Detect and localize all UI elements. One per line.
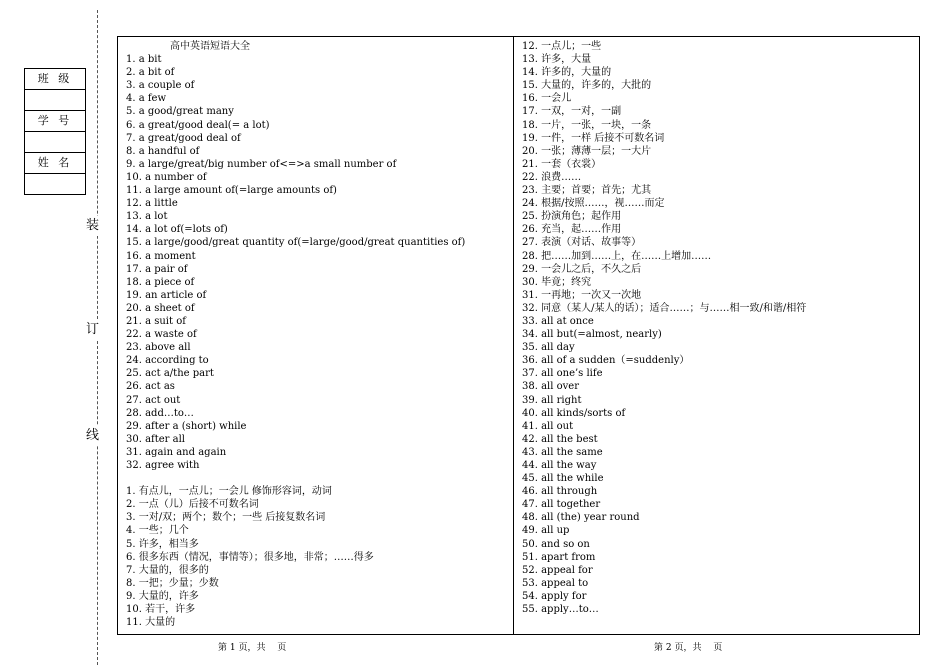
left-meaning-list [126,485,465,629]
name-field[interactable] [25,174,85,195]
phrase-entry: 26. act as [126,381,175,393]
page-footer-right: 第 2 页，共 页 [654,643,723,653]
meaning-entry: 22. 浪费…… [522,171,582,183]
phrase-entry: 3. a couple of [126,80,195,92]
phrase-entry: 55. apply…to… [522,604,599,616]
student-id-field[interactable] [25,132,85,153]
meaning-entry: 1. 有点儿，一点儿；一会儿 修饰形容词，动词 [126,486,332,498]
left-column [126,40,465,629]
phrase-entry: 6. a great/good deal(= a lot) [126,119,270,131]
phrase-entry: 45. all the while [522,473,604,485]
meaning-entry: 17. 一双，一对，一副 [522,106,622,118]
meaning-entry: 6. 很多东西（情况，事情等）；很多地，非常；……得多 [126,551,374,563]
phrase-entry: 44. all the way [522,460,597,471]
phrase-entry: 15. a large/good/great quantity of(=large/good/great quantities of) [126,237,466,249]
phrase-entry: 27. act out [126,394,181,406]
phrase-entry: 43. all the same [522,446,603,458]
phrase-entry: 1. a bit [126,54,162,66]
phrase-entry: 14. a lot of(=lots of) [126,224,228,236]
meaning-entry: 29. 一会儿之后，不久之后 [522,263,642,275]
section-gap [126,472,465,485]
phrase-entry: 24. according to [126,355,209,367]
column-divider [513,36,514,635]
meaning-entry: 12. 一点儿；一些 [522,41,602,52]
meaning-entry: 2. 一点（儿）后接不可数名词 [126,499,259,511]
meaning-entry: 13. 许多，大量 [522,54,592,66]
phrase-entry: 4. a few [126,93,167,105]
phrase-entry: 41. all out [522,420,574,432]
phrase-entry: 29. after a (short) while [126,420,247,432]
meaning-entry: 32. 同意（某人/某人的话）；适合……；与……相一致/和谐/相符 [522,302,807,314]
phrase-entry: 13. a lot [126,211,168,223]
meaning-entry: 5. 许多，相当多 [126,538,199,550]
class-label: 班 级 [25,69,85,90]
name-label: 姓 名 [25,153,85,174]
meaning-entry: 11. 大量的 [126,617,176,629]
right-phrase-list [522,315,806,616]
binding-char-zhuang: 装 [86,216,99,236]
phrase-entry: 47. all together [522,499,601,511]
phrase-entry: 17. a pair of [126,263,188,275]
phrase-entry: 34. all but(=almost, nearly) [522,329,662,341]
phrase-entry: 35. all day [522,342,575,354]
phrase-entry: 30. after all [126,433,185,445]
phrase-entry: 33. all at once [522,315,594,327]
phrase-entry: 54. apply for [522,590,587,602]
meaning-entry: 24. 根据/按照……，视……而定 [522,198,665,210]
student-id-label: 学 号 [25,111,85,132]
right-meaning-list [522,40,806,315]
document-title: 高中英语短语大全 [170,41,250,52]
meaning-entry: 28. 把……加到……上，在……上增加…… [522,250,712,262]
meaning-entry: 26. 充当，起……作用 [522,224,622,236]
binding-char-ding: 订 [86,320,99,340]
meaning-entry: 31. 一再地；一次又一次地 [522,289,642,301]
meaning-entry: 21. 一套（衣裳） [522,158,602,170]
phrase-entry: 5. a good/great many [126,106,234,118]
phrase-entry: 31. again and again [126,446,227,458]
phrase-entry: 12. a little [126,198,178,210]
meaning-entry: 7. 大量的，很多的 [126,564,209,576]
phrase-entry: 49. all up [522,525,570,537]
phrase-entry: 32. agree with [126,460,200,471]
left-phrase-list [126,53,465,472]
meaning-entry: 16. 一会儿 [522,93,572,105]
phrase-entry: 22. a waste of [126,329,197,341]
meaning-entry: 19. 一件，一样 后接不可数名词 [522,132,665,144]
right-column [522,40,806,616]
phrase-entry: 23. above all [126,342,191,354]
meaning-entry: 4. 一些；几个 [126,525,189,537]
phrase-entry: 8. a handful of [126,145,200,157]
phrase-entry: 51. apart from [522,551,596,563]
phrase-entry: 52. appeal for [522,564,593,576]
meaning-entry: 18. 一片，一张，一块，一条 [522,119,652,131]
phrase-entry: 21. a suit of [126,315,186,327]
phrase-entry: 36. all of a sudden（=suddenly） [522,355,690,367]
phrase-entry: 48. all (the) year round [522,512,640,524]
class-field[interactable] [25,90,85,111]
page-footer-left: 第 1 页，共 页 [218,643,287,653]
phrase-entry: 11. a large amount of(=large amounts of) [126,185,337,197]
phrase-entry: 16. a moment [126,250,196,262]
meaning-entry: 10. 若干，许多 [126,604,196,616]
meaning-entry: 23. 主要；首要；首先；尤其 [522,185,652,197]
phrase-entry: 37. all one’s life [522,368,603,380]
phrase-entry: 40. all kinds/sorts of [522,407,626,419]
phrase-entry: 39. all right [522,394,582,406]
phrase-entry: 20. a sheet of [126,302,195,314]
meaning-entry: 9. 大量的，许多 [126,590,199,602]
meaning-entry: 30. 毕竟；终究 [522,276,592,288]
student-info-box [24,68,86,195]
phrase-entry: 53. appeal to [522,577,589,589]
phrase-entry: 7. a great/good deal of [126,132,241,144]
meaning-entry: 14. 许多的，大量的 [522,67,612,79]
phrase-entry: 28. add…to… [126,407,194,419]
phrase-entry: 25. act a/the part [126,368,214,380]
phrase-entry: 2. a bit of [126,67,175,79]
meaning-entry: 25. 扮演角色；起作用 [522,211,622,223]
meaning-entry: 20. 一张；薄薄一层；一大片 [522,145,652,157]
meaning-entry: 27. 表演（对话、故事等） [522,237,642,249]
binding-char-xian: 线 [86,426,99,446]
phrase-entry: 46. all through [522,486,598,498]
phrase-entry: 18. a piece of [126,276,195,288]
phrase-entry: 38. all over [522,381,579,393]
meaning-entry: 15. 大量的，许多的，大批的 [522,80,652,92]
meaning-entry: 8. 一把；少量；少数 [126,577,219,589]
phrase-entry: 42. all the best [522,433,598,445]
phrase-entry: 19. an article of [126,289,207,301]
phrase-entry: 10. a number of [126,171,207,183]
meaning-entry: 3. 一对/双；两个；数个；一些 后接复数名词 [126,512,326,524]
phrase-entry: 50. and so on [522,538,590,550]
phrase-entry: 9. a large/great/big number of<=>a small number of [126,158,397,170]
